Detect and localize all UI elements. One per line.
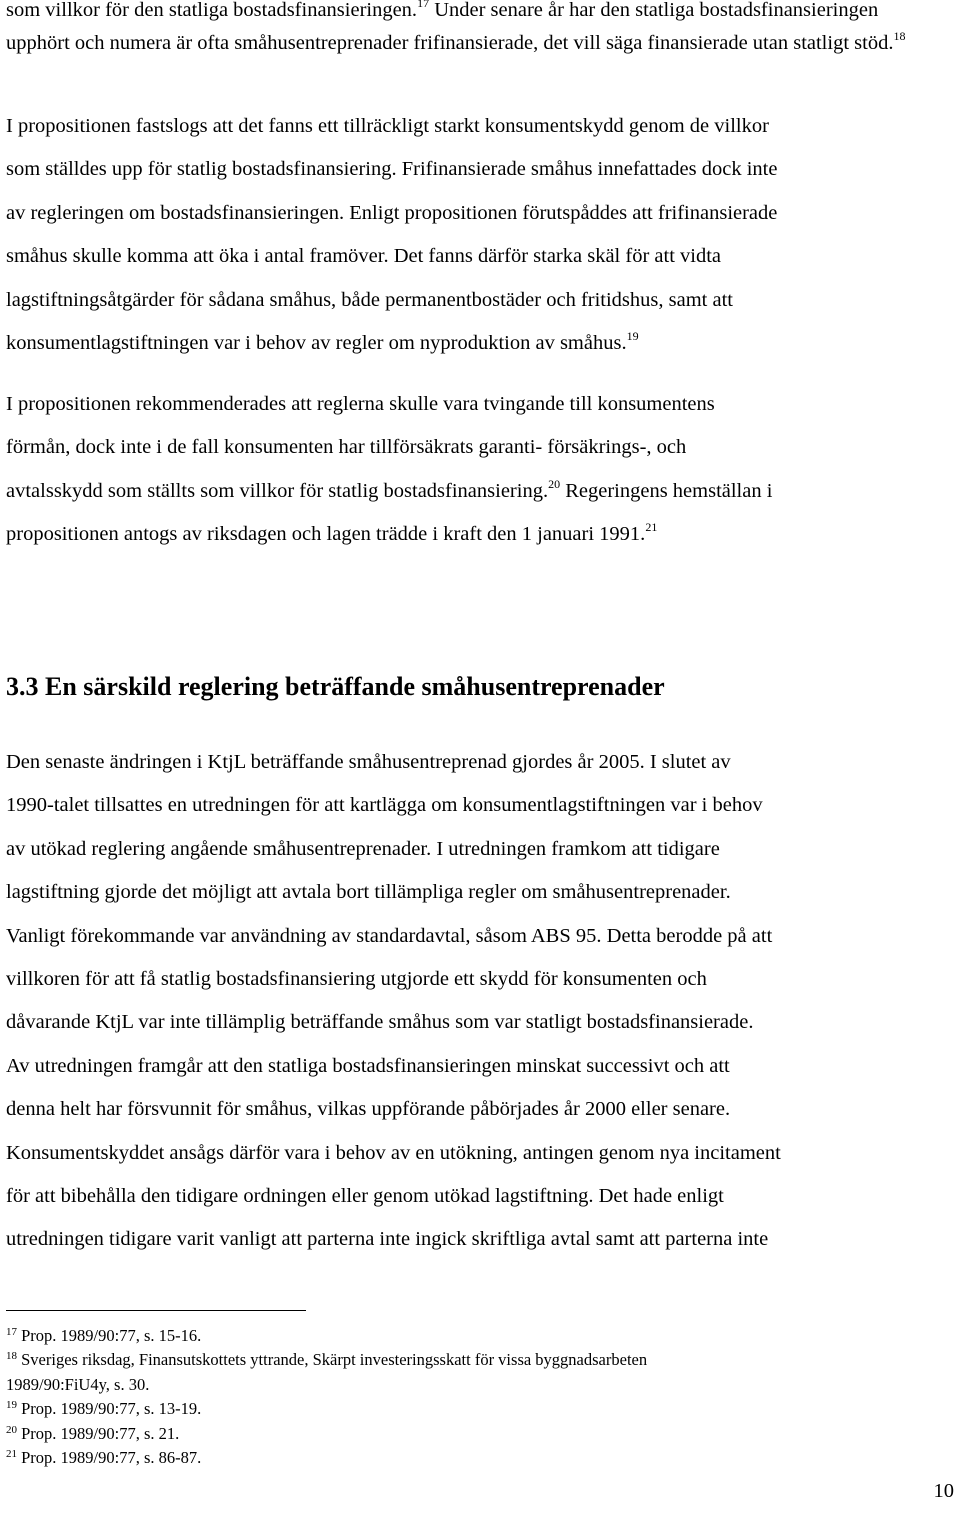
footnote-text: 1989/90:FiU4y, s. 30. — [6, 1374, 150, 1394]
footnote-ref: 20 — [548, 476, 561, 491]
text-line: för att bibehålla den tidigare ordningen eller genom utökad lagstiftning. Det hade enligt — [6, 1185, 724, 1208]
text-line: lagstiftningsåtgärder för sådana småhus, både permanentbostäder och fritidshus, samt att — [6, 288, 733, 311]
footnote — [6, 1446, 958, 1470]
text-line: I propositionen rekommenderades att reglerna skulle vara tvingande till konsumentens — [6, 393, 715, 415]
footnote-text: Prop. 1989/90:77, s. 15-16. — [17, 1326, 202, 1345]
footnote-ref: 19 — [626, 329, 639, 344]
footnote-text: Prop. 1989/90:77, s. 13-19. — [17, 1399, 202, 1419]
text-line: som villkor för den statliga bostadsfinansieringen.$^{17}$ Under senare år har den statliga bostadsfinansieringen — [6, 0, 958, 27]
text-line: småhus skulle komma att öka i antal framöver. Det fanns därför starka skäl för att vidta — [6, 245, 722, 268]
paragraph — [6, 741, 958, 1262]
text-line: villkoren för att få statlig bostadsfinansiering utgjorde ett skydd för konsumenten och — [6, 968, 707, 991]
page-number: 10 — [933, 1480, 954, 1502]
text-line: I propositionen fastslogs att det fanns ett tillräckligt starkt konsumentskydd genom de villkor — [6, 115, 769, 137]
text-line: Den senaste ändringen i KtjL beträffande småhusentreprenad gjordes år 2005. I slutet av — [6, 751, 731, 773]
text-line: utredningen tidigare varit vanligt att parterna inte ingick skriftliga avtal samt att parterna inte — [6, 1228, 769, 1251]
text-line: 1990-talet tillsattes en utredningen för att kartlägga om konsumentlagstiftningen var i behov — [6, 794, 763, 817]
text-line: dåvarande KtjL var inte tillämplig beträffande småhus som var statligt bostadsfinansierade. — [6, 1011, 754, 1034]
footnote-text: Prop. 1989/90:77, s. 21. — [17, 1423, 180, 1443]
text-line: konsumentlagstiftningen var i behov av regler om nyproduktion av småhus.$^{19}$ — [6, 329, 639, 355]
footnotes — [6, 1324, 958, 1470]
footnote — [6, 1422, 958, 1446]
section-heading: 3.3 En särskild reglering beträffande småhusentreprenader — [6, 672, 665, 701]
footnote-number: 18 — [6, 1350, 17, 1363]
footnote-number: 20 — [6, 1423, 17, 1436]
text-line: som ställdes upp för statlig bostadsfinansiering. Frifinansierade småhus innefattades dock inte — [6, 158, 778, 181]
footnote-divider — [6, 1310, 306, 1311]
text-line: Vanligt förekommande var användning av standardavtal, såsom ABS 95. Detta berodde på att — [6, 924, 773, 947]
text-line: Konsumentskyddet ansågs därför vara i behov av en utökning, antingen genom nya incitament — [6, 1141, 781, 1164]
text-line: av regleringen om bostadsfinansieringen. Enligt propositionen förutspåddes att frifinansierade — [6, 201, 778, 224]
footnote-ref: 17 — [417, 0, 430, 10]
paragraph-continuation — [6, 0, 958, 59]
paragraph — [6, 105, 958, 365]
text-line: upphört och numera är ofta småhusentreprenader frifinansierade, det vill säga finansierade utan statligt stöd.$^{18}$ — [6, 28, 906, 54]
text-line: avtalsskydd som ställts som villkor för statlig bostadsfinansiering.$^{20}$ Regeringens hemställan i — [6, 476, 773, 502]
footnote-ref: 18 — [893, 28, 906, 43]
text-line: propositionen antogs av riksdagen och lagen trädde i kraft den 1 januari 1991.21 — [6, 520, 658, 546]
footnote-ref: 21 — [645, 520, 658, 535]
footnote — [6, 1397, 958, 1421]
footnote-number: 19 — [6, 1399, 17, 1412]
footnote-text: Prop. 1989/90:77, s. 86-87. — [17, 1448, 202, 1468]
paragraph — [6, 383, 958, 557]
text-line: av utökad reglering angående småhusentreprenader. I utredningen framkom att tidigare — [6, 837, 720, 860]
footnote-continuation — [6, 1373, 958, 1397]
footnote-text: Sveriges riksdag, Finansutskottets yttrande, Skärpt investeringsskatt för vissa byggnadsarbeten — [17, 1350, 648, 1370]
footnote — [6, 1348, 958, 1372]
footnote — [6, 1324, 958, 1348]
footnote-number: 17 — [6, 1326, 17, 1338]
footnote-number: 21 — [6, 1448, 17, 1461]
text-line: denna helt har försvunnit för småhus, vilkas uppförande påbörjades år 2000 eller senare. — [6, 1098, 731, 1121]
text-line: lagstiftning gjorde det möjligt att avtala bort tillämpliga regler om småhusentreprenader. — [6, 881, 731, 904]
text-line: förmån, dock inte i de fall konsumenten har tillförsäkrats garanti- försäkrings-, och — [6, 436, 687, 459]
text-line: Av utredningen framgår att den statliga bostadsfinansieringen minskat successivt och att — [6, 1054, 730, 1077]
